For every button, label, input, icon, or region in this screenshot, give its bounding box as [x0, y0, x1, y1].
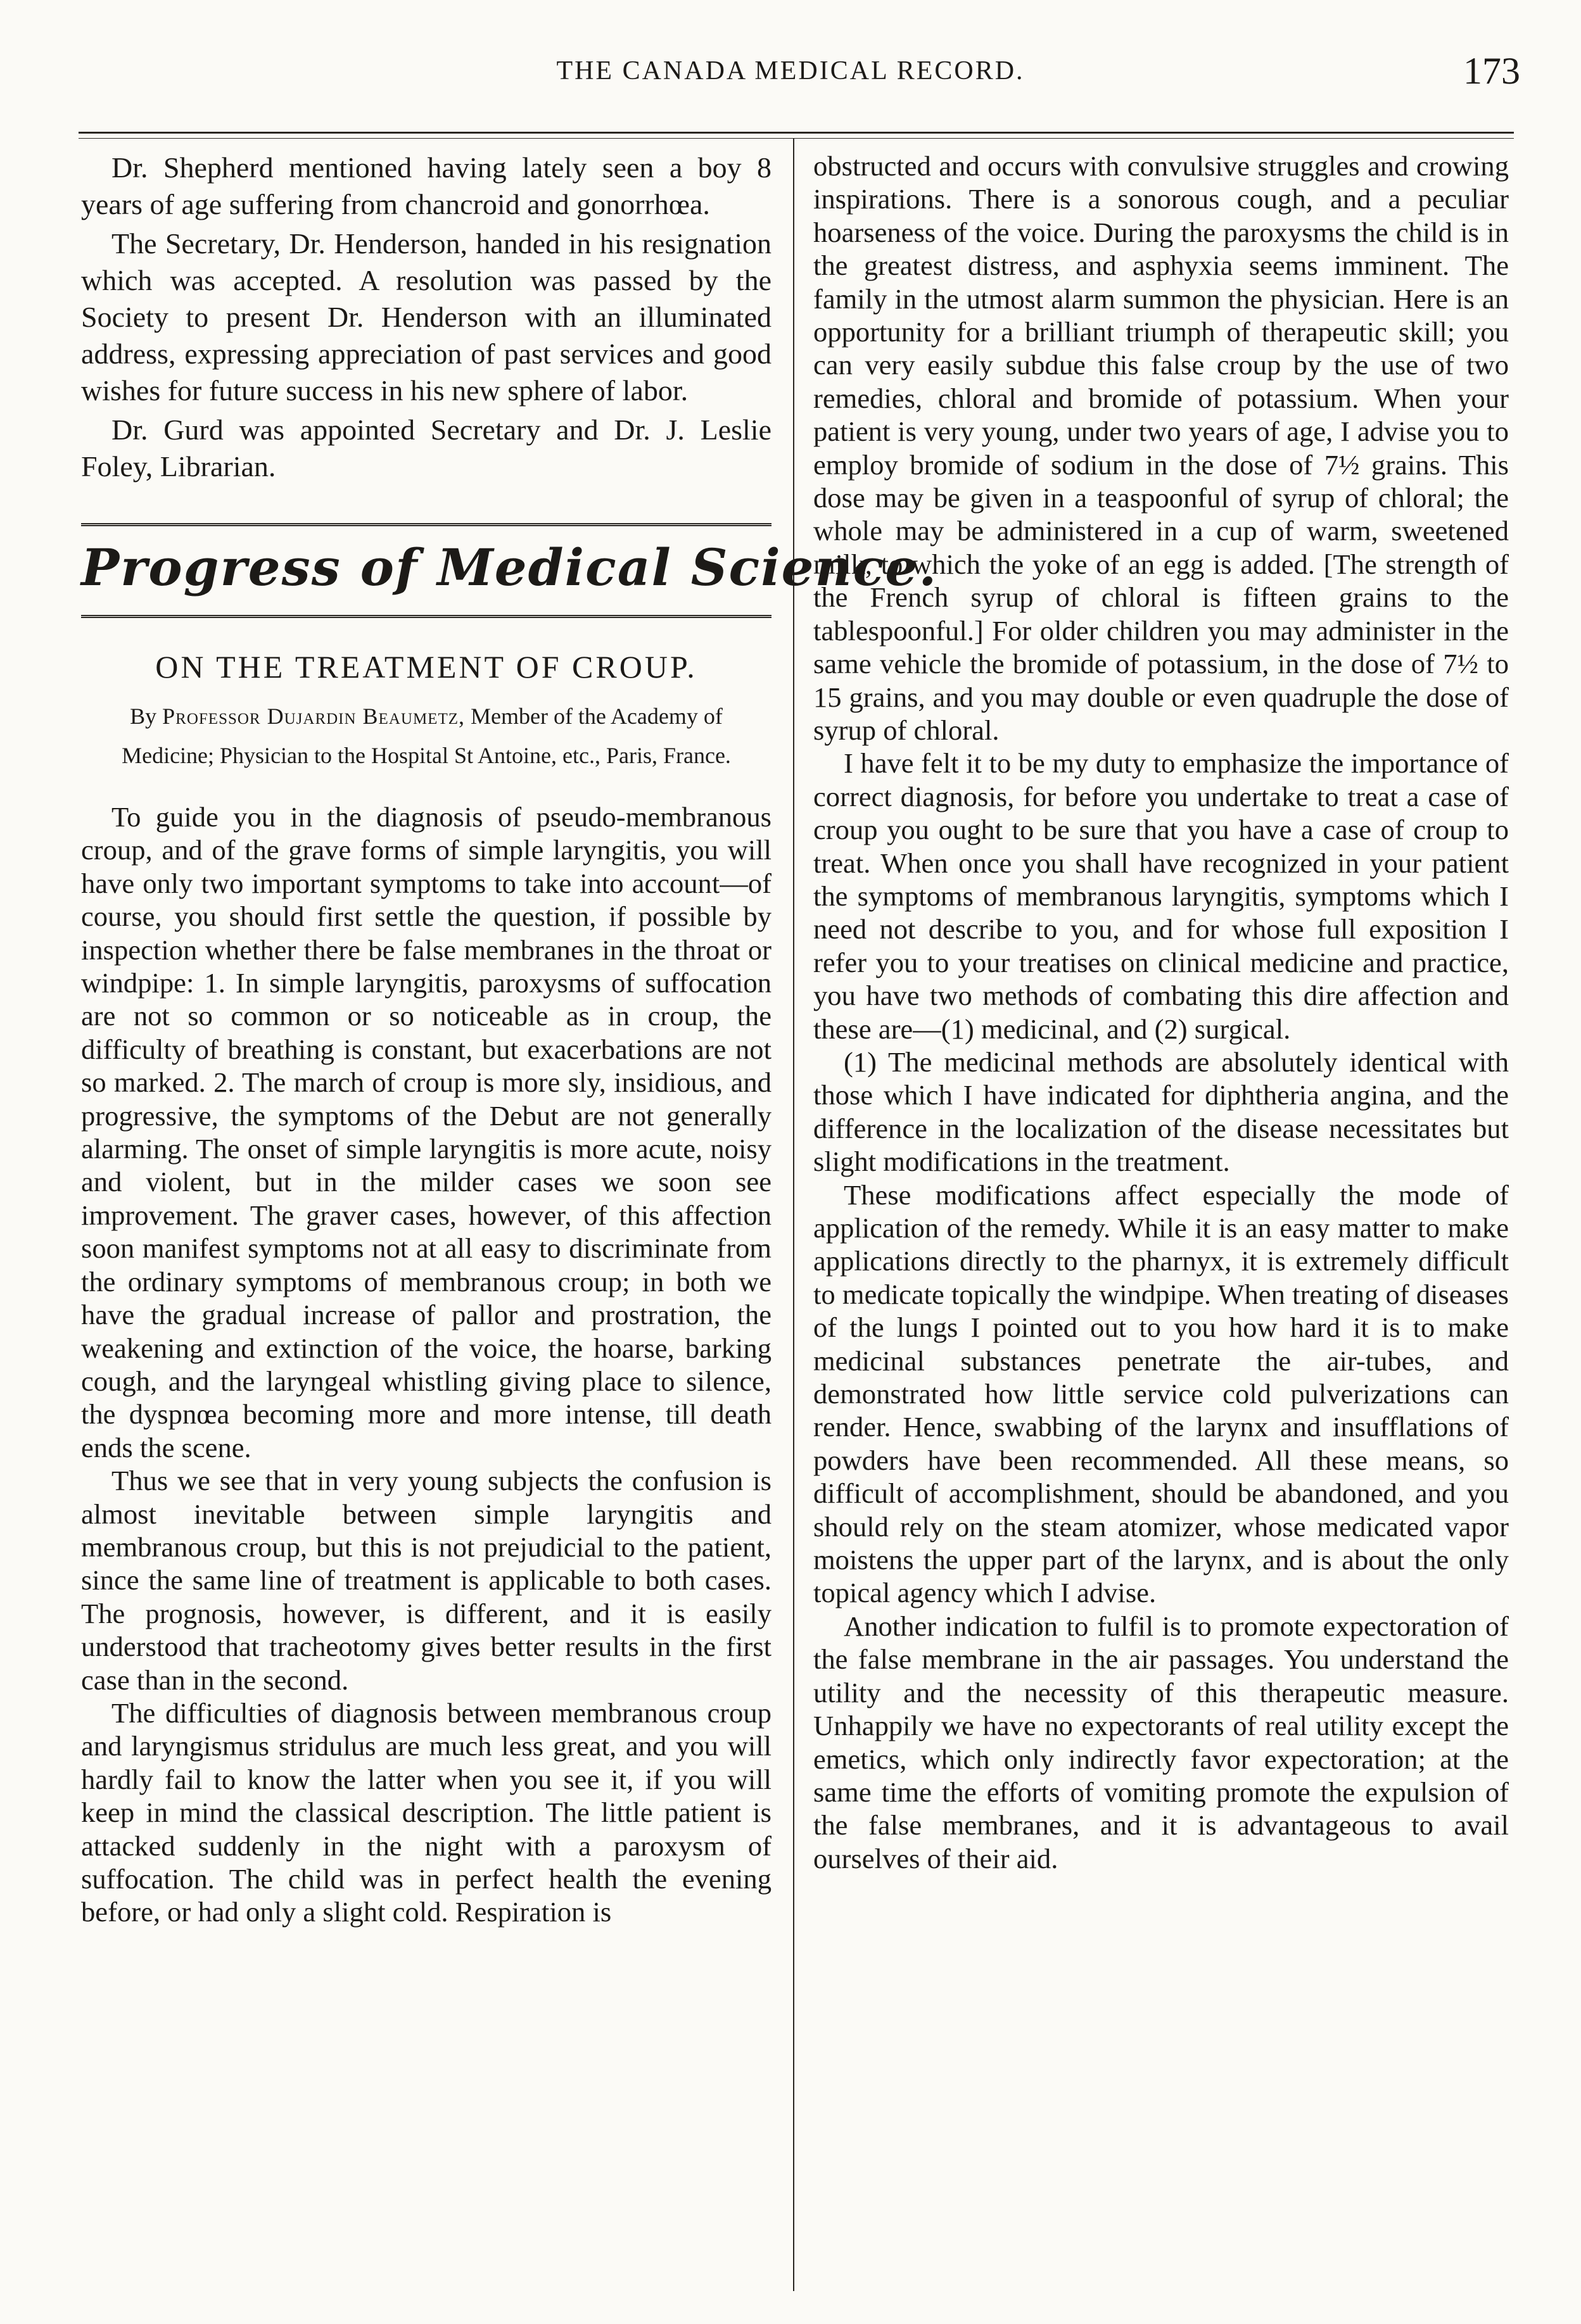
- section-rule-bottom: [81, 615, 771, 618]
- running-head: [0, 50, 1581, 104]
- article-paragraph: These modifications affect especially the mode of application of the remedy. While it is an easy matter to make applications directly to the pharnyx, it is extremely difficult to medicate topically the windpipe. When treating of diseases of the lungs I pointed out to you how hard it is to make medicinal substances penetrate the air-tubes, and demonstrated how little service cold pulverizations can render. Hence, swabbing of the larynx and insufflations of powders have been recommended. All these means, so difficult of accomplishment, should be abandoned, and you should rely on the steam atomizer, whose medicated vapor moistens the upper part of the larynx, and is about the only topical agency which I advise.: [813, 1178, 1509, 1609]
- article-paragraph: I have felt it to be my duty to emphasize the importance of correct diagnosis, for before you undertake to treat a case of croup you ought to be sure that you have a case of croup to treat. When once you shall have recognized in your patient the symptoms of membranous laryngitis, symptoms which I need not describe to you, and for whose full exposition I refer you to your treatises on clinical medicine and practice, you have two methods of combating this dire affection and these are—(1) medicinal, and (2) surgical.: [813, 747, 1509, 1045]
- author-affiliation: Member of the Academy of Medicine; Physician to the Hospital St Antoine, etc., Paris, France.: [122, 704, 731, 768]
- byline: [81, 697, 771, 775]
- article-paragraph: To guide you in the diagnosis of pseudo-membranous croup, and of the grave forms of simple laryngitis, you will have only two important symptoms to take into account—of course, you should first settle the question, if possible by inspection whether there be false membranes in the throat or windpipe: 1. In simple laryngitis, paroxysms of suffocation are not so common or so noticeable as in croup, the difficulty of breathing is constant, but exacerbations are not so marked. 2. The march of croup is more sly, insidious, and progressive, the symptoms of the Debut are not generally alarming. The onset of simple laryngitis is more acute, noisy and violent, but in the milder cases we soon see improvement. The graver cases, however, of this affection soon manifest symptoms not at all easy to discriminate from the ordinary symptoms of membranous croup; in both we have the gradual increase of pallor and prostration, the weakening and extinction of the voice, the hoarse, barking cough, and the laryngeal whistling giving place to silence, the dyspnœa becoming more and more intense, till death ends the scene.: [81, 801, 771, 1463]
- article-paragraph: Another indication to fulfil is to promote expectoration of the false membrane in the air passages. You understand the utility and the necessity of this therapeutic measure. Unhappily we have no expectorants of real utility except the emetics, which only indirectly favor expectoration; at the same time the efforts of vomiting promote the expulsion of the false membranes, and it is advantageous to avail ourselves of their aid.: [813, 1610, 1509, 1874]
- society-paragraph: The Secretary, Dr. Henderson, handed in his resignation which was accepted. A resolution was passed by the Society to present Dr. Henderson with an illuminated address, expressing appreciation of past services and good wishes for future success in his new sphere of labor.: [81, 227, 771, 407]
- header-rule: [79, 132, 1514, 134]
- society-paragraph: Dr. Shepherd mentioned having lately seen a boy 8 years of age suffering from chancroid and gonorrhœa.: [81, 151, 771, 220]
- article-title: ON THE TREATMENT OF CROUP.: [155, 649, 697, 685]
- byline-prefix: By: [130, 704, 157, 729]
- continued-paragraph: obstructed and occurs with convulsive struggles and crowing inspirations. There is a sonorous cough, and a peculiar hoarseness of the voice. During the paroxysms the child is in the greatest distress, and asphyxia seems imminent. The family in the utmost alarm summon the physician. Here is an opportunity for a brilliant triumph of therapeutic skill; you can very easily subdue this false croup by the use of two remedies, chloral and bromide of potassium. When your patient is very young, under two years of age, I advise you to employ bromide of sodium in the dose of 7½ grains. This dose may be given in a teaspoonful of syrup of chloral; the whole may be administered in a cup of warm, sweetened milk, to which the yoke of an egg is added. [The strength of the French syrup of chloral is fifteen grains to the tablespoonful.] For older children you may administer in the same vehicle the bromide of potassium, in the dose of 7½ to 15 grains, and you may double or even quadruple the dose of syrup of chloral.: [813, 150, 1509, 746]
- article-paragraph: The difficulties of diagnosis between membranous croup and laryngismus stridulus are much less great, and you will hardly fail to know the latter when you see it, if you will keep in mind the classical description. The little patient is attacked suddenly in the night with a paroxysm of suffocation. The child was in perfect health the evening before, or had only a slight cold. Respiration is: [81, 1696, 771, 1928]
- society-paragraph: Dr. Gurd was appointed Secretary and Dr. J. Leslie Foley, Librarian.: [81, 414, 771, 483]
- right-column: [813, 149, 1509, 1875]
- author-name: Professor Dujardin Beaumetz,: [162, 704, 465, 729]
- page-number: 173: [1463, 50, 1520, 92]
- left-column: [81, 149, 938, 1929]
- article-paragraph: Thus we see that in very young subjects the confusion is almost inevitable between simple laryngitis and membranous croup, but this is not prejudicial to the patient, since the same line of treatment is applicable to both cases. The prognosis, however, is different, and it is easily understood that tracheotomy gives better results in the first case than in the second.: [81, 1465, 771, 1696]
- header-rule-thin: [79, 138, 1514, 139]
- section-rule-top: [81, 523, 771, 526]
- column-divider: [793, 138, 794, 2291]
- journal-title: THE CANADA MEDICAL RECORD.: [556, 56, 1025, 85]
- article-paragraph: (1) The medicinal methods are absolutely identical with those which I have indicated for diphtheria angina, and the difference in the localization of the disease necessitates but slight modifications in the treatment.: [813, 1045, 1509, 1178]
- section-heading: Progress of Medical Science.: [81, 538, 938, 597]
